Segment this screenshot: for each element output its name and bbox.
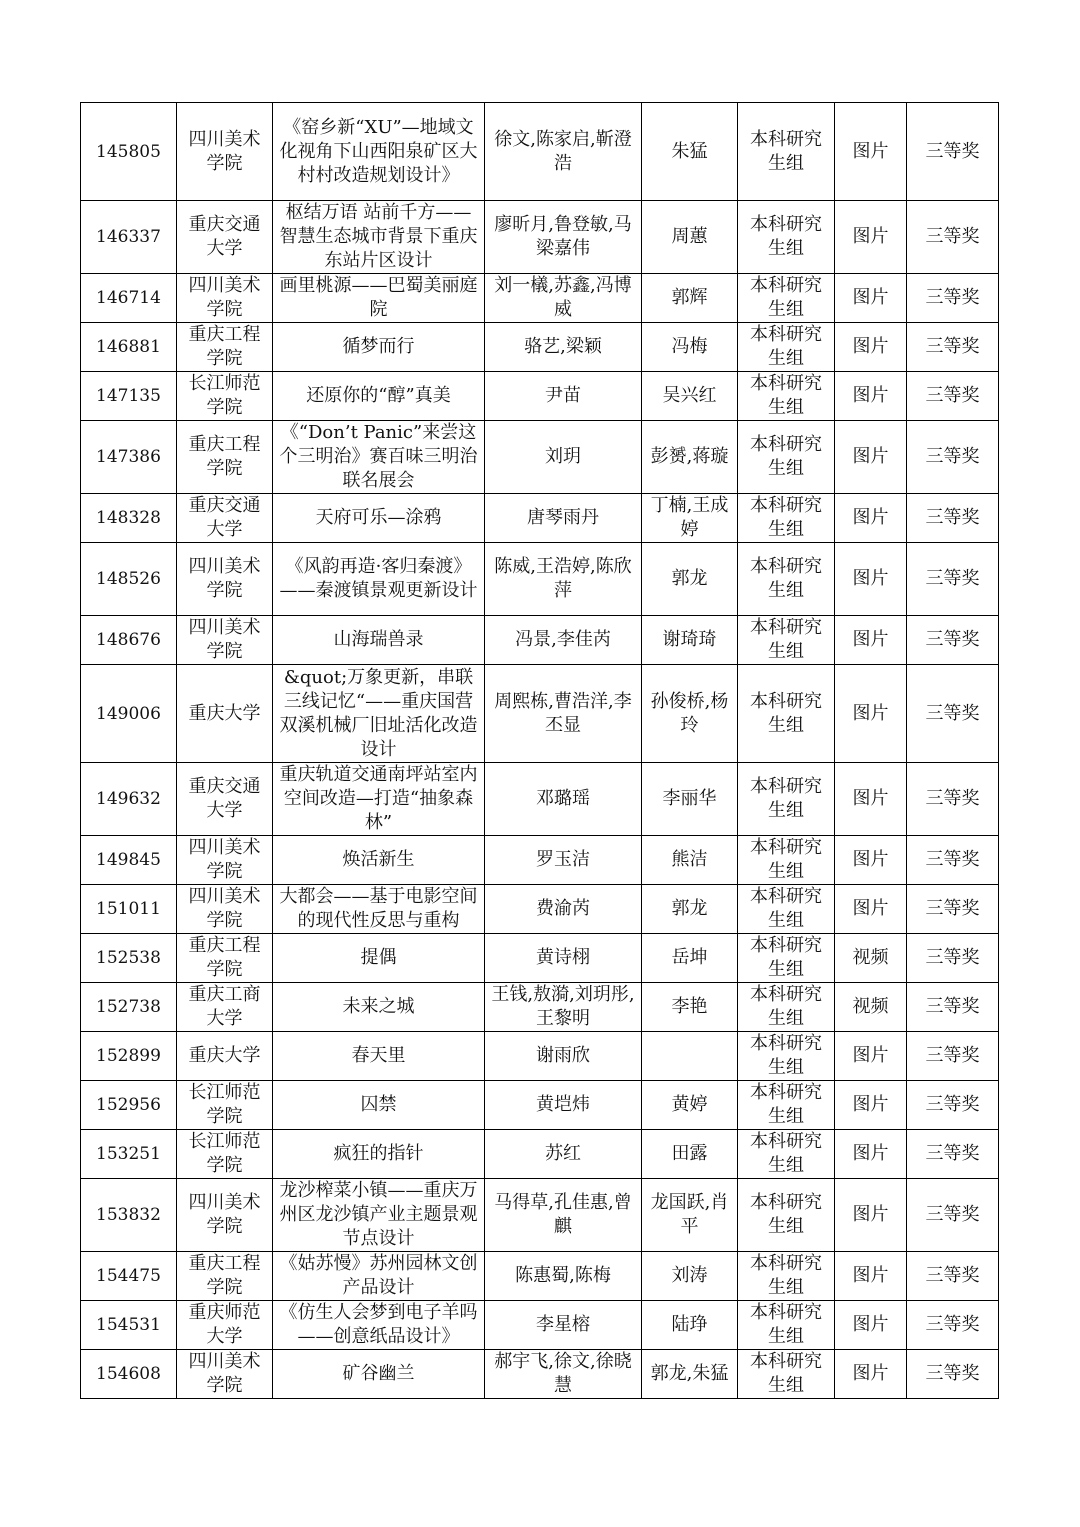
cell-title: 《姑苏慢》苏州园林文创产品设计	[273, 1252, 485, 1301]
cell-authors: 马得草,孔佳惠,曾麒	[485, 1179, 642, 1252]
cell-title: 山海瑞兽录	[273, 616, 485, 665]
cell-school: 四川美术学院	[177, 103, 273, 201]
cell-school: 重庆交通大学	[177, 201, 273, 274]
cell-title: 枢结万语 站前千方——智慧生态城市背景下重庆东站片区设计	[273, 201, 485, 274]
cell-advisor: 熊洁	[642, 836, 738, 885]
cell-advisor: 谢琦琦	[642, 616, 738, 665]
cell-school: 重庆师范大学	[177, 1301, 273, 1350]
cell-school: 四川美术学院	[177, 616, 273, 665]
cell-type: 图片	[835, 1081, 907, 1130]
table-row	[81, 763, 999, 836]
cell-advisor: 岳坤	[642, 934, 738, 983]
cell-type: 图片	[835, 885, 907, 934]
cell-advisor: 郭龙	[642, 543, 738, 616]
cell-school: 重庆交通大学	[177, 494, 273, 543]
cell-school: 重庆工程学院	[177, 323, 273, 372]
cell-award: 三等奖	[907, 934, 999, 983]
cell-award: 三等奖	[907, 836, 999, 885]
cell-id: 152538	[81, 934, 177, 983]
cell-type: 图片	[835, 665, 907, 763]
cell-title: 囚禁	[273, 1081, 485, 1130]
cell-title: 还原你的“醇”真美	[273, 372, 485, 421]
cell-authors: 费渝芮	[485, 885, 642, 934]
cell-advisor: 彭赟,蒋璇	[642, 421, 738, 494]
cell-school: 四川美术学院	[177, 1350, 273, 1399]
cell-title: 《窑乡新“XU”—地域文化视角下山西阳泉矿区大村村改造规划设计》	[273, 103, 485, 201]
cell-id: 148328	[81, 494, 177, 543]
cell-school: 重庆工商大学	[177, 983, 273, 1032]
cell-advisor: 丁楠,王成婷	[642, 494, 738, 543]
cell-id: 149006	[81, 665, 177, 763]
table-row	[81, 934, 999, 983]
cell-title: 焕活新生	[273, 836, 485, 885]
cell-advisor: 龙国跃,肖平	[642, 1179, 738, 1252]
cell-title: 重庆轨道交通南坪站室内空间改造—打造“抽象森林”	[273, 763, 485, 836]
cell-award: 三等奖	[907, 494, 999, 543]
cell-school: 长江师范学院	[177, 372, 273, 421]
cell-id: 154608	[81, 1350, 177, 1399]
cell-title: 龙沙榨菜小镇——重庆万州区龙沙镇产业主题景观节点设计	[273, 1179, 485, 1252]
cell-group: 本科研究生组	[738, 983, 835, 1032]
cell-award: 三等奖	[907, 1032, 999, 1081]
cell-award: 三等奖	[907, 323, 999, 372]
cell-school: 四川美术学院	[177, 274, 273, 323]
cell-authors: 谢雨欣	[485, 1032, 642, 1081]
cell-authors: 李星榕	[485, 1301, 642, 1350]
cell-group: 本科研究生组	[738, 1179, 835, 1252]
cell-authors: 罗玉洁	[485, 836, 642, 885]
cell-type: 视频	[835, 983, 907, 1032]
cell-id: 145805	[81, 103, 177, 201]
cell-title: 疯狂的指针	[273, 1130, 485, 1179]
cell-advisor: 陆琤	[642, 1301, 738, 1350]
cell-award: 三等奖	[907, 103, 999, 201]
awards-table	[80, 102, 999, 1399]
cell-id: 153251	[81, 1130, 177, 1179]
table-row	[81, 1130, 999, 1179]
table-row	[81, 494, 999, 543]
cell-group: 本科研究生组	[738, 201, 835, 274]
cell-award: 三等奖	[907, 1350, 999, 1399]
cell-authors: 刘玥	[485, 421, 642, 494]
cell-type: 图片	[835, 616, 907, 665]
cell-authors: 徐文,陈家启,靳澄浩	[485, 103, 642, 201]
cell-id: 147386	[81, 421, 177, 494]
cell-id: 149632	[81, 763, 177, 836]
cell-advisor: 李丽华	[642, 763, 738, 836]
cell-id: 146337	[81, 201, 177, 274]
cell-group: 本科研究生组	[738, 1350, 835, 1399]
cell-authors: 刘一檥,苏鑫,冯博威	[485, 274, 642, 323]
table-row	[81, 983, 999, 1032]
cell-group: 本科研究生组	[738, 421, 835, 494]
cell-title: 《风韵再造·客归秦渡》——秦渡镇景观更新设计	[273, 543, 485, 616]
cell-school: 重庆大学	[177, 665, 273, 763]
cell-id: 146714	[81, 274, 177, 323]
cell-group: 本科研究生组	[738, 103, 835, 201]
cell-advisor	[642, 1032, 738, 1081]
cell-group: 本科研究生组	[738, 543, 835, 616]
cell-title: &quot;万象更新，串联三线记忆“——重庆国营双溪机械厂旧址活化改造设计	[273, 665, 485, 763]
cell-group: 本科研究生组	[738, 1252, 835, 1301]
cell-advisor: 刘涛	[642, 1252, 738, 1301]
cell-school: 四川美术学院	[177, 836, 273, 885]
cell-title: 循梦而行	[273, 323, 485, 372]
cell-authors: 陈威,王浩婷,陈欣萍	[485, 543, 642, 616]
cell-type: 图片	[835, 836, 907, 885]
cell-award: 三等奖	[907, 885, 999, 934]
table-row	[81, 274, 999, 323]
table-row	[81, 201, 999, 274]
cell-id: 146881	[81, 323, 177, 372]
cell-group: 本科研究生组	[738, 616, 835, 665]
cell-authors: 周熙栋,曹浩洋,李丕显	[485, 665, 642, 763]
table-row	[81, 1252, 999, 1301]
cell-authors: 廖昕月,鲁登敏,马梁嘉伟	[485, 201, 642, 274]
cell-type: 视频	[835, 934, 907, 983]
cell-authors: 王钱,敖漪,刘玥彤,王黎明	[485, 983, 642, 1032]
cell-group: 本科研究生组	[738, 323, 835, 372]
cell-type: 图片	[835, 763, 907, 836]
cell-authors: 黄诗栩	[485, 934, 642, 983]
cell-group: 本科研究生组	[738, 836, 835, 885]
cell-type: 图片	[835, 201, 907, 274]
cell-advisor: 郭龙,朱猛	[642, 1350, 738, 1399]
cell-id: 152738	[81, 983, 177, 1032]
table-row	[81, 543, 999, 616]
cell-school: 长江师范学院	[177, 1130, 273, 1179]
cell-title: 《仿生人会梦到电子羊吗——创意纸品设计》	[273, 1301, 485, 1350]
table-row	[81, 1179, 999, 1252]
cell-group: 本科研究生组	[738, 494, 835, 543]
cell-group: 本科研究生组	[738, 1081, 835, 1130]
cell-school: 重庆交通大学	[177, 763, 273, 836]
table-row	[81, 1350, 999, 1399]
cell-authors: 邓璐瑶	[485, 763, 642, 836]
cell-id: 148526	[81, 543, 177, 616]
cell-type: 图片	[835, 103, 907, 201]
cell-group: 本科研究生组	[738, 1032, 835, 1081]
cell-title: 大都会——基于电影空间的现代性反思与重构	[273, 885, 485, 934]
cell-group: 本科研究生组	[738, 1130, 835, 1179]
cell-award: 三等奖	[907, 421, 999, 494]
table-row	[81, 665, 999, 763]
cell-award: 三等奖	[907, 1301, 999, 1350]
cell-award: 三等奖	[907, 665, 999, 763]
cell-school: 四川美术学院	[177, 1179, 273, 1252]
cell-type: 图片	[835, 1130, 907, 1179]
cell-id: 154531	[81, 1301, 177, 1350]
cell-advisor: 田露	[642, 1130, 738, 1179]
cell-group: 本科研究生组	[738, 372, 835, 421]
cell-id: 154475	[81, 1252, 177, 1301]
cell-school: 重庆工程学院	[177, 1252, 273, 1301]
cell-group: 本科研究生组	[738, 934, 835, 983]
cell-award: 三等奖	[907, 1130, 999, 1179]
cell-title: 春天里	[273, 1032, 485, 1081]
cell-award: 三等奖	[907, 1252, 999, 1301]
cell-school: 四川美术学院	[177, 885, 273, 934]
cell-type: 图片	[835, 421, 907, 494]
cell-advisor: 朱猛	[642, 103, 738, 201]
cell-type: 图片	[835, 1252, 907, 1301]
cell-type: 图片	[835, 274, 907, 323]
cell-title: 未来之城	[273, 983, 485, 1032]
cell-authors: 冯景,李佳芮	[485, 616, 642, 665]
table-row	[81, 836, 999, 885]
table-row	[81, 372, 999, 421]
cell-id: 152956	[81, 1081, 177, 1130]
cell-type: 图片	[835, 1179, 907, 1252]
cell-school: 四川美术学院	[177, 543, 273, 616]
cell-title: 画里桃源——巴蜀美丽庭院	[273, 274, 485, 323]
cell-advisor: 郭龙	[642, 885, 738, 934]
cell-title: 天府可乐—涂鸦	[273, 494, 485, 543]
cell-award: 三等奖	[907, 274, 999, 323]
cell-title: 提偶	[273, 934, 485, 983]
cell-advisor: 郭辉	[642, 274, 738, 323]
cell-school: 长江师范学院	[177, 1081, 273, 1130]
table-row	[81, 885, 999, 934]
cell-authors: 黄垲炜	[485, 1081, 642, 1130]
table-row	[81, 323, 999, 372]
cell-id: 147135	[81, 372, 177, 421]
cell-authors: 唐琴雨丹	[485, 494, 642, 543]
cell-id: 152899	[81, 1032, 177, 1081]
cell-id: 151011	[81, 885, 177, 934]
table-row	[81, 103, 999, 201]
cell-advisor: 冯梅	[642, 323, 738, 372]
cell-authors: 尹苗	[485, 372, 642, 421]
table-row	[81, 1081, 999, 1130]
cell-type: 图片	[835, 1350, 907, 1399]
cell-group: 本科研究生组	[738, 885, 835, 934]
cell-authors: 苏红	[485, 1130, 642, 1179]
cell-group: 本科研究生组	[738, 1301, 835, 1350]
cell-award: 三等奖	[907, 1081, 999, 1130]
cell-award: 三等奖	[907, 763, 999, 836]
cell-id: 148676	[81, 616, 177, 665]
cell-school: 重庆大学	[177, 1032, 273, 1081]
cell-group: 本科研究生组	[738, 665, 835, 763]
cell-type: 图片	[835, 1301, 907, 1350]
cell-award: 三等奖	[907, 1179, 999, 1252]
cell-type: 图片	[835, 1032, 907, 1081]
cell-award: 三等奖	[907, 372, 999, 421]
cell-title: 《“Don’t Panic”来尝这个三明治》赛百味三明治联名展会	[273, 421, 485, 494]
cell-group: 本科研究生组	[738, 763, 835, 836]
cell-id: 153832	[81, 1179, 177, 1252]
cell-authors: 郝宇飞,徐文,徐晓慧	[485, 1350, 642, 1399]
cell-authors: 陈惠蜀,陈梅	[485, 1252, 642, 1301]
cell-school: 重庆工程学院	[177, 934, 273, 983]
cell-type: 图片	[835, 494, 907, 543]
cell-id: 149845	[81, 836, 177, 885]
cell-advisor: 周蕙	[642, 201, 738, 274]
cell-award: 三等奖	[907, 543, 999, 616]
cell-type: 图片	[835, 323, 907, 372]
cell-award: 三等奖	[907, 616, 999, 665]
cell-award: 三等奖	[907, 983, 999, 1032]
cell-advisor: 李艳	[642, 983, 738, 1032]
cell-title: 矿谷幽兰	[273, 1350, 485, 1399]
table-row	[81, 616, 999, 665]
table-row	[81, 1032, 999, 1081]
cell-school: 重庆工程学院	[177, 421, 273, 494]
cell-type: 图片	[835, 372, 907, 421]
cell-authors: 骆艺,梁颖	[485, 323, 642, 372]
table-row	[81, 421, 999, 494]
cell-type: 图片	[835, 543, 907, 616]
cell-award: 三等奖	[907, 201, 999, 274]
cell-advisor: 吴兴红	[642, 372, 738, 421]
cell-advisor: 孙俊桥,杨玲	[642, 665, 738, 763]
cell-group: 本科研究生组	[738, 274, 835, 323]
cell-advisor: 黄婷	[642, 1081, 738, 1130]
table-row	[81, 1301, 999, 1350]
